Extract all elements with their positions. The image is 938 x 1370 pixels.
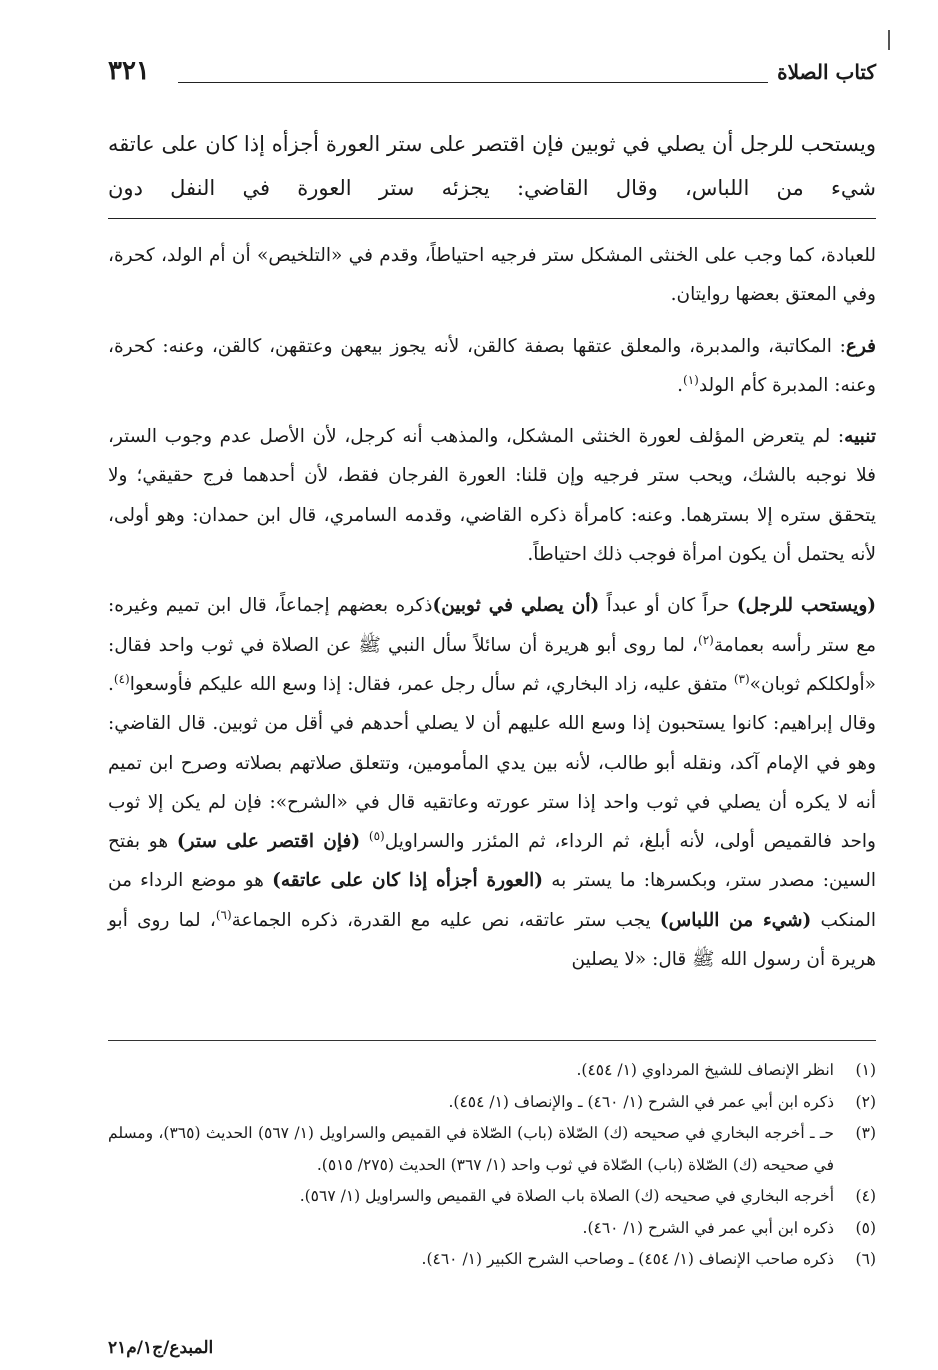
- footnote: [108, 1055, 876, 1087]
- footnote-text: انظر الإنصاف للشيخ المرداوي (١/ ٤٥٤).: [576, 1061, 834, 1079]
- footnote-number: (٥): [855, 1218, 876, 1237]
- paragraph-text: يجب ستر عاتقه، نص عليه مع القدرة، ذكره الجماعة: [231, 909, 660, 931]
- section-label: فرع: [845, 335, 876, 357]
- paragraph-text: [360, 831, 369, 852]
- footnote: [108, 1118, 876, 1181]
- paragraph-text: ، لما روى أبو هريرة أن رسول الله ﷺ قال: «لا يصلين: [108, 909, 876, 971]
- footnote-number: (٤): [855, 1187, 876, 1205]
- matn-quote: (فإن اقتصر على ستر): [176, 831, 361, 853]
- footnote-number: (٣): [855, 1124, 876, 1142]
- page-number: ٣٢١: [108, 56, 150, 86]
- book-title: كتاب الصلاة: [777, 60, 876, 84]
- paragraph-text: للعبادة، كما وجب على الخنثى المشكل ستر فرجيه احتياطاً، وقدم في «التلخيص» أن أم الولد، كحرة، وفي المعتق بعضها روايتان.: [108, 245, 876, 306]
- commentary-paragraph: [108, 586, 876, 979]
- paragraph-text: هو موضع الرداء من المنكب: [108, 870, 876, 931]
- paragraph-text: . وقال إبراهيم: كانوا يستحبون إذا وسع الله عليهم أن لا يصلي أحدهم في أقل من ثوبين. قال القاضي: وهو في الإمام آكد، ونقله أبو طالب، لأنه بين يدي المأمومين، وتتعلق صلاتهم بصلاته وصرح ابن تميم أنه لا يكره أن يصلي في ثوب واحد إذا ستر عورته وعاتقيه قال في «الشرح»: فإن لم يكن إلا ثوب واحد فالقميص أولى، لأنه أبلغ، ثم الرداء، ثم المئزر والسراويل: [108, 673, 876, 853]
- commentary-paragraph: [108, 417, 876, 574]
- footnote-ref: (٥): [368, 829, 385, 843]
- header-rule: [178, 82, 768, 83]
- footnote-number: (٢): [855, 1092, 876, 1111]
- footnote-text: ذكره صاحب الإنصاف (١/ ٤٥٤) ـ وصاحب الشرح الكبير (١/ ٤٦٠).: [421, 1250, 834, 1268]
- matn-quote: (ويستحب للرجل): [736, 595, 877, 617]
- footnote-text: أخرجه البخاري في صحيحه (ك) الصلاة باب الصلاة في القميص والسراويل (١/ ٥٦٧).: [299, 1187, 834, 1205]
- footnote-ref: (٢): [698, 632, 714, 647]
- section-label: تنبيه: [844, 426, 876, 448]
- matn-divider: [108, 218, 876, 219]
- paragraph-text: حراً كان أو عبداً: [599, 595, 737, 617]
- footnote-ref: (٦): [215, 907, 232, 922]
- margin-mark: [888, 30, 890, 50]
- matn-quote: (أن يصلي في ثوبين): [432, 595, 600, 617]
- commentary-paragraph: [108, 236, 876, 315]
- paragraph-text: هو بفتح السين: مصدر ستر، وبكسرها: ما يستر به: [108, 831, 876, 892]
- paragraph-text: ذكره بعضهم إجماعاً، قال ابن تميم وغيره: مع ستر رأسه بعمامة: [108, 595, 876, 656]
- footnote-number: (٦): [855, 1250, 876, 1268]
- matn-quote: (العورة أجزأه إذا كان على عاتقه): [272, 870, 544, 892]
- footnote: [108, 1087, 876, 1119]
- footnote-divider: [108, 1040, 876, 1041]
- footnote-text: ذكره ابن أبي عمر في الشرح (١/ ٤٦٠).: [582, 1218, 834, 1237]
- footnote: [108, 1181, 876, 1213]
- commentary-paragraph: [108, 327, 876, 406]
- paragraph-text: ، لما روى أبو هريرة أن سائلاً سأل النبي ﷺ عن الصلاة في ثوب واحد فقال: «أولكلكم ثوبان»: [108, 634, 876, 695]
- matn-text: ويستحب للرجل أن يصلي في ثوبين فإن اقتصر على ستر العورة أجزأه إذا كان على عاتقه شيء من اللباس، وقال القاضي: يجزئه ستر العورة في النفل دون: [108, 132, 876, 200]
- footnote: [108, 1213, 876, 1245]
- paragraph-text: متفق عليه، زاد البخاري، ثم سأل رجل عمر، فقال: إذا وسع الله عليكم فأوسعوا: [129, 673, 734, 695]
- commentary: [108, 236, 876, 991]
- paragraph-text: : لم يتعرض المؤلف لعورة الخنثى المشكل، والمذهب أنه كرجل، لأن الأصل عدم وجوب الستر، فلا نوجبه بالشك، ويحب ستر فرجيه وإن قلنا: العورة الفرجان فقط، لأن أحدهما فرج حقيقي؛ ولا يتحقق ستره إلا بسترهما. وعنه: كامرأة ذكره القاضي، وقدمه السامري، قال ابن حمدان: وهو أولى، لأنه يحتمل أن يكون امرأة فوجب ذلك احتياطاً.: [108, 426, 876, 566]
- footnote-number: (١): [855, 1061, 876, 1079]
- footnotes: [108, 1055, 876, 1276]
- running-header: [108, 56, 876, 96]
- footnote: [108, 1244, 876, 1276]
- paragraph-text: : المكاتبة، والمدبرة، والمعلق عتقها بصفة كالقن، لأنه يجوز بيعهن وعتقهن، كالقن، وعنه: كحرة، وعنه: المدبرة كأم الولد: [108, 335, 876, 396]
- printer-signature: المبدع/ج١/م٢١: [108, 1338, 214, 1358]
- footnote-ref: (١): [683, 372, 699, 387]
- matn-quote: (شيء من اللباس): [659, 909, 812, 931]
- footnote-ref: (٣): [733, 671, 750, 686]
- footnote-text: ذكره ابن أبي عمر في الشرح (١/ ٤٦٠) ـ والإنصاف (١/ ٤٥٤).: [448, 1092, 834, 1111]
- paragraph-text: .: [677, 374, 683, 396]
- footnote-ref: (٤): [113, 671, 130, 686]
- footnote-text: حـ ـ أخرجه البخاري في صحيحه (ك) الصّلاة (باب) الصّلاة في القميص والسراويل (١/ ٥٦٧) الحديث (٣٦٥)، ومسلم في صحيحه (ك) الصّلاة (باب) الصّلاة في ثوب واحد (١/ ٣٦٧) الحديث (٢٧٥/ ٥١٥).: [108, 1124, 835, 1174]
